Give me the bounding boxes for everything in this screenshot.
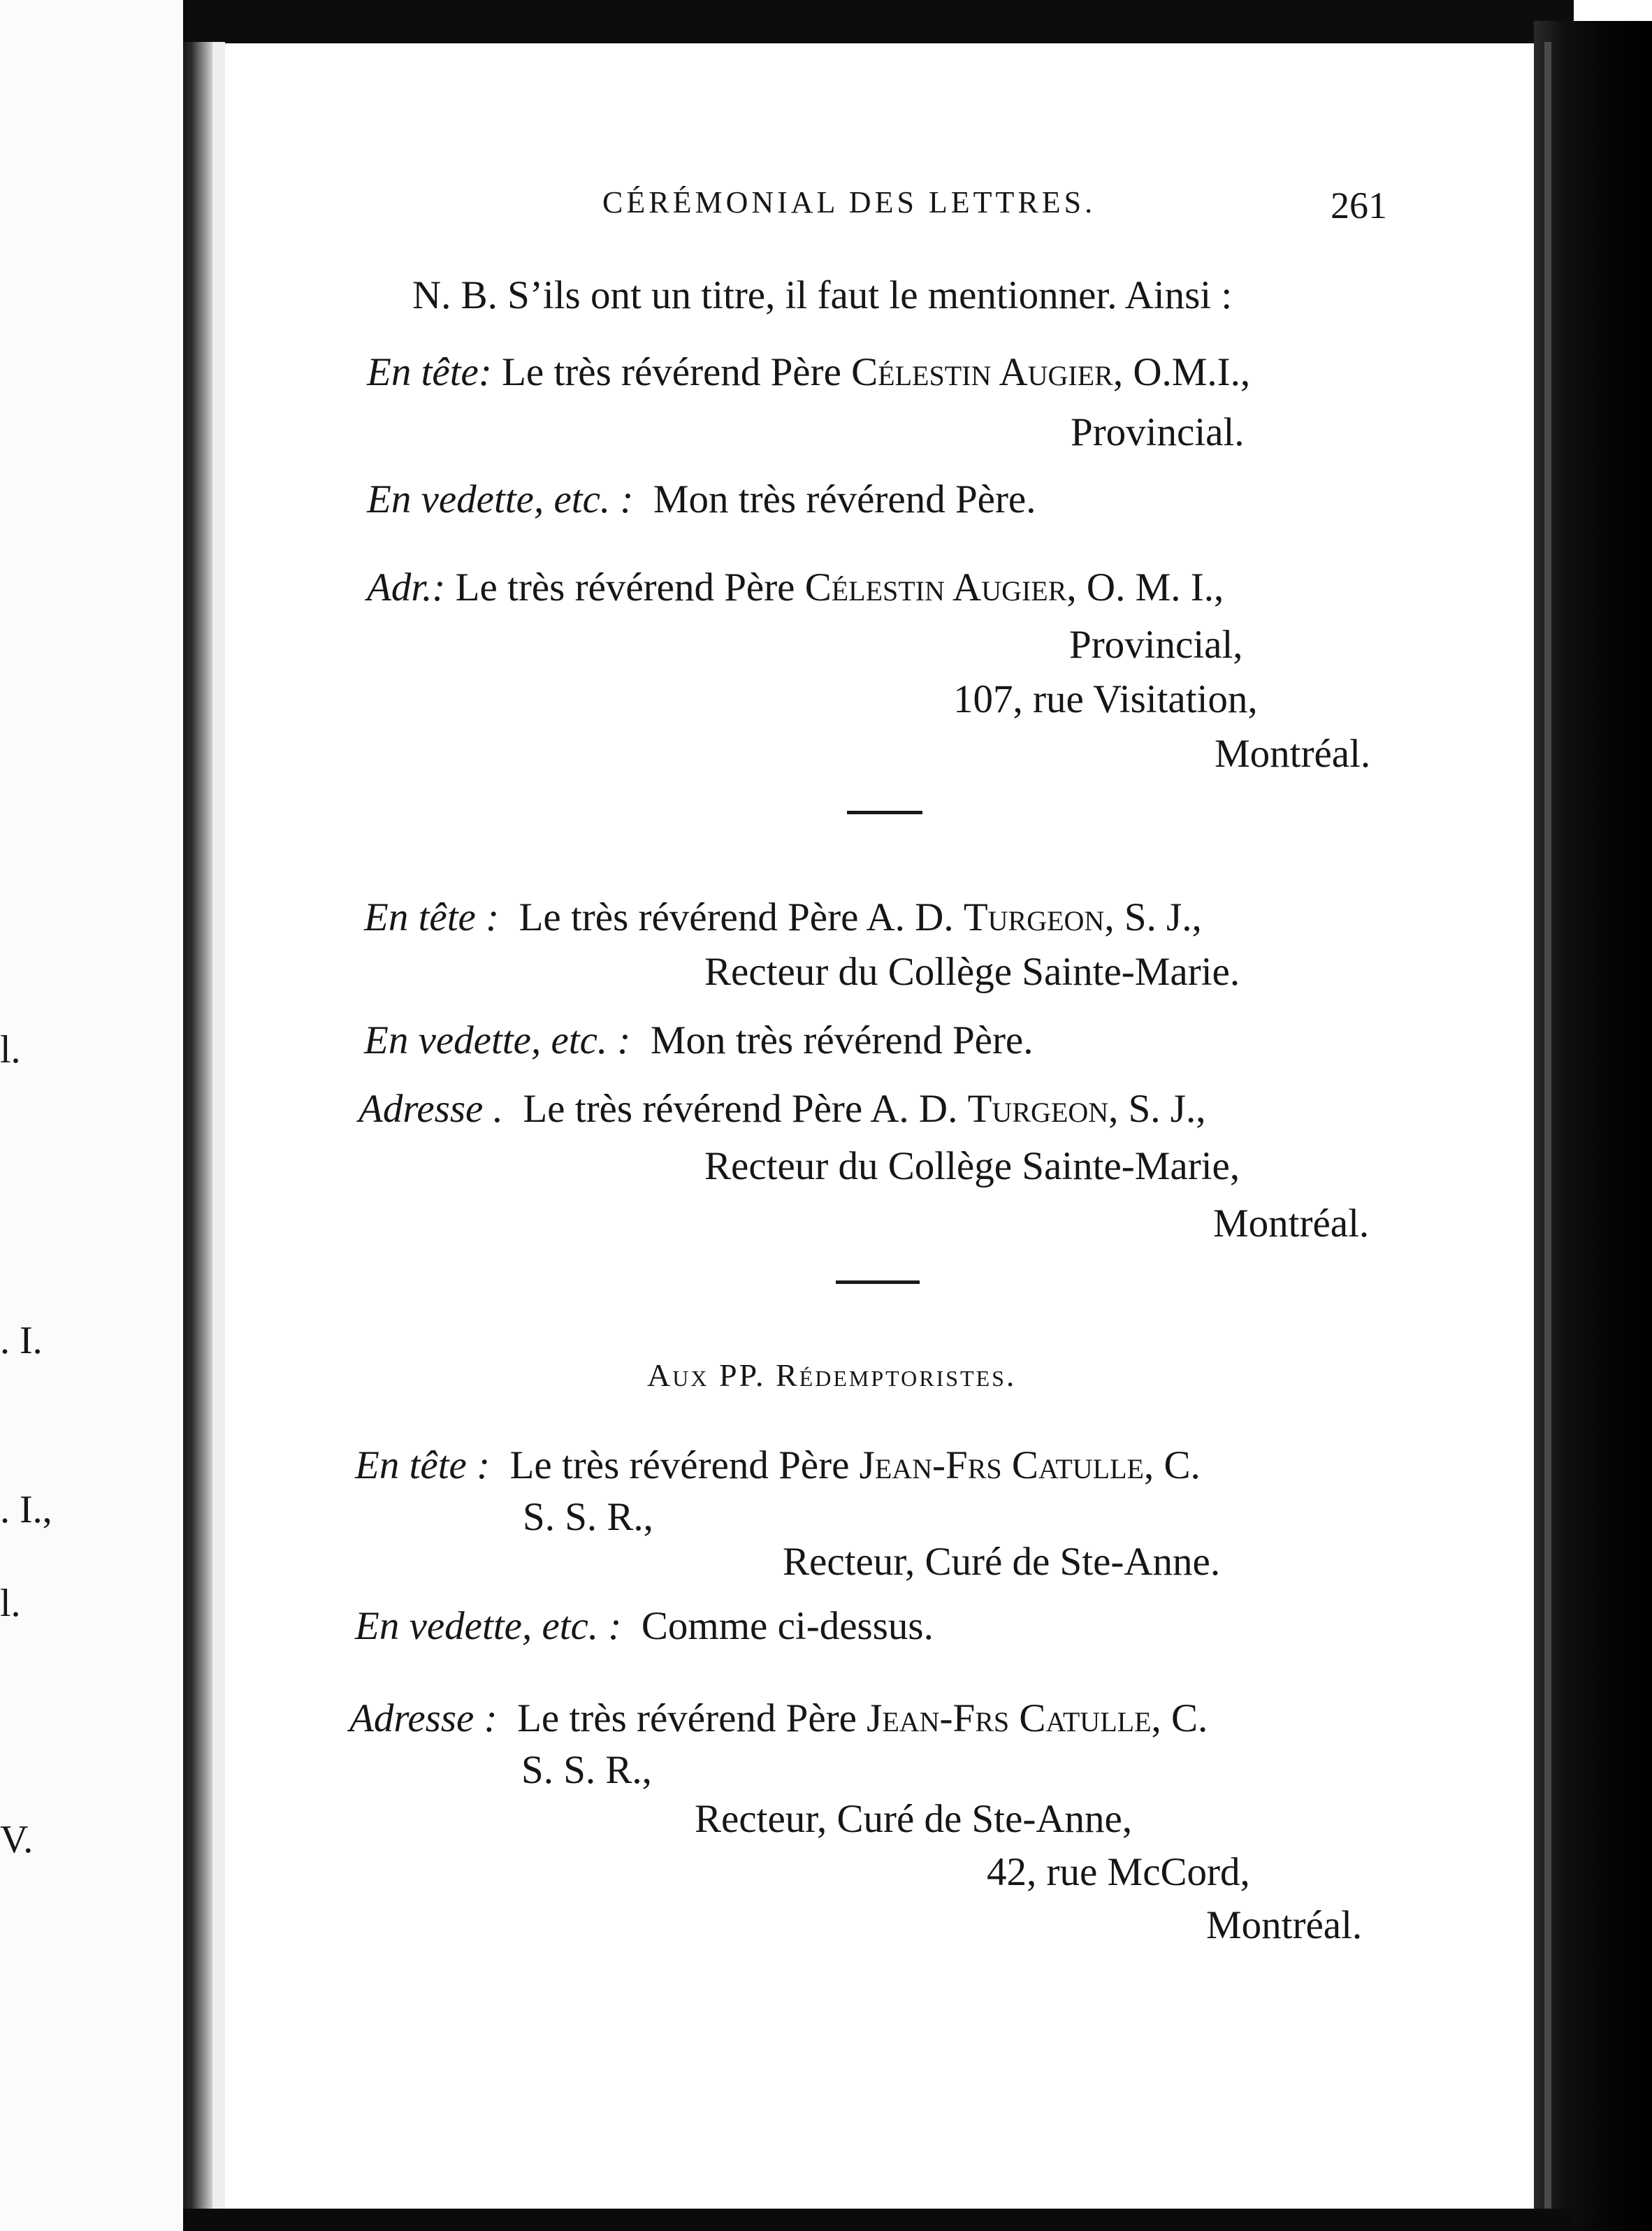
address-line (358, 1086, 1205, 1132)
address-city: Montréal. (1215, 732, 1371, 776)
entete-suffix: , O.M.I., (1113, 350, 1251, 394)
left-page-fragments (0, 0, 185, 2231)
scan-right-border (1534, 21, 1652, 2231)
book-gutter (183, 42, 212, 2231)
address-suffix: , S. J., (1108, 1087, 1206, 1131)
address-label: Adresse . (358, 1087, 503, 1131)
vedette-text: Mon très révérend Père. (653, 477, 1036, 521)
entete-suffix: , C. (1143, 1443, 1201, 1487)
address-title: Recteur du Collège Sainte-Marie, (704, 1144, 1240, 1188)
entete-line (355, 1443, 1201, 1489)
address-name: Célestin Augier (804, 565, 1067, 609)
entete-label: En tête: (367, 350, 492, 394)
section-divider (847, 811, 922, 814)
vedette-line (367, 477, 1036, 523)
section-divider (836, 1280, 920, 1284)
entete-suffix: , S. J., (1104, 895, 1202, 939)
left-fragment: . I. (0, 1319, 43, 1362)
address-name: Jean-Frs Catulle (867, 1696, 1152, 1740)
address-label: Adr.: (367, 565, 446, 609)
address-name: Turgeon (967, 1087, 1109, 1131)
entete-name: Célestin Augier (851, 350, 1113, 394)
entete-title: Recteur, Curé de Ste-Anne. (783, 1540, 1221, 1584)
address-street: 107, rue Visitation, (953, 677, 1258, 721)
entete-text: Le très révérend Père (509, 1443, 850, 1487)
entete-order: S. S. R., (523, 1495, 653, 1539)
address-city: Montréal. (1206, 1903, 1363, 1947)
entete-title: Recteur du Collège Sainte-Marie. (704, 950, 1240, 994)
page-number: 261 (1331, 185, 1387, 226)
address-text: Le très révérend Père (517, 1696, 857, 1740)
entete-name: Jean-Frs Catulle (859, 1443, 1144, 1487)
entete-text: Le très révérend Père (502, 350, 841, 394)
entete-text: Le très révérend Père A. D. (519, 895, 954, 939)
nb-note: N. B. S’ils ont un titre, il faut le mentionner. Ainsi : (412, 273, 1233, 317)
entete-line (367, 349, 1250, 396)
entete-title: Provincial. (1071, 410, 1245, 454)
page-edge-line (1544, 42, 1551, 2231)
entete-label: En tête : (355, 1443, 491, 1487)
address-order: S. S. R., (521, 1748, 652, 1792)
vedette-text: Comme ci-dessus. (641, 1604, 934, 1648)
running-head: CÉRÉMONIAL DES LETTRES. (602, 185, 1096, 219)
vedette-label: En vedette, etc. : (364, 1018, 631, 1062)
vedette-line (364, 1018, 1033, 1064)
address-suffix: , C. (1151, 1696, 1208, 1740)
address-title: Recteur, Curé de Ste-Anne, (695, 1797, 1133, 1841)
address-city: Montréal. (1213, 1201, 1370, 1246)
left-fragment: l. (0, 1028, 21, 1071)
address-line (349, 1696, 1208, 1742)
address-suffix: , O. M. I., (1066, 565, 1224, 609)
entete-line (364, 895, 1202, 941)
vedette-text: Mon très révérend Père. (650, 1018, 1034, 1062)
entete-name: Turgeon (963, 895, 1105, 939)
scan-top-border (183, 0, 1574, 43)
left-fragment: V. (0, 1818, 34, 1861)
scan-bottom-border (183, 2209, 1574, 2231)
address-label: Adresse : (349, 1696, 498, 1740)
address-line (367, 565, 1224, 611)
vedette-label: En vedette, etc. : (367, 477, 634, 521)
gutter-shadow (212, 42, 225, 2231)
vedette-label: En vedette, etc. : (355, 1604, 622, 1648)
address-text: Le très révérend Père A. D. (523, 1087, 958, 1131)
address-text: Le très révérend Père (455, 565, 795, 609)
entete-label: En tête : (364, 895, 500, 939)
left-fragment: . I., (0, 1488, 52, 1531)
address-street: 42, rue McCord, (987, 1850, 1250, 1894)
address-title: Provincial, (1069, 623, 1243, 667)
left-fragment: l. (0, 1582, 21, 1625)
section-heading: Aux PP. Rédemptoristes. (647, 1357, 1017, 1393)
vedette-line (355, 1603, 934, 1649)
